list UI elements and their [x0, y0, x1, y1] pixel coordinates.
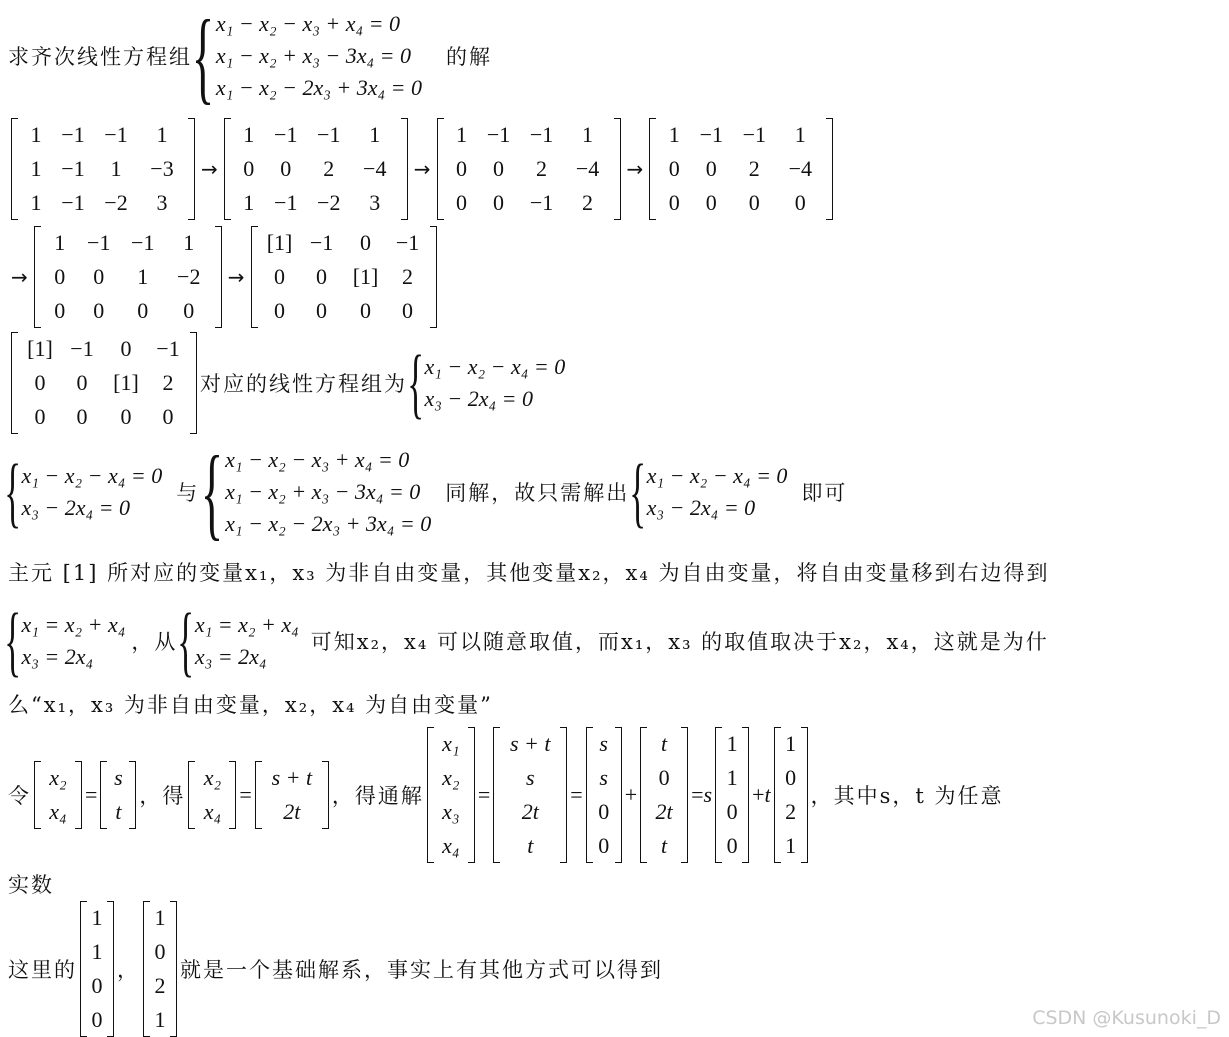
matrix-entry: t: [661, 833, 668, 858]
matrix-entry: 1: [30, 190, 42, 215]
matrix-entry: x₄: [442, 833, 460, 858]
basis-vec-1: [80, 901, 114, 1037]
matrix-entry: 1: [794, 122, 806, 147]
matrix-entry: 1: [30, 156, 42, 181]
row7: 么“x₁，x₃ 为非自由变量，x₂，x₄ 为自由变量”: [8, 693, 493, 717]
matrix-entry: 0: [137, 298, 149, 323]
matrix-entry: 0: [456, 156, 468, 181]
matrix-entry: 0: [456, 190, 468, 215]
matrix-entry: 2: [748, 156, 760, 181]
matrix-entry: 0: [93, 298, 105, 323]
vec-x2x4: [34, 761, 82, 829]
matrix-entry: 0: [76, 404, 88, 429]
matrix-entry: 1: [54, 230, 66, 255]
row8: [8, 730, 1004, 860]
vec-st: [100, 761, 136, 829]
matrix-entry: 1: [369, 122, 381, 147]
matrix-entry: 1: [137, 264, 149, 289]
matrix-entry: x₂: [203, 765, 222, 790]
matrix-entry: −1: [104, 122, 128, 147]
equation: x₃ − 2x₄ = 0: [21, 495, 130, 520]
main-eq-1: x₁ − x₂ − x₃ + x₄ = 0: [215, 11, 400, 36]
row6-system-a: [4, 596, 125, 686]
row4-mid: 同解，故只需解出: [445, 481, 630, 505]
intro-prefix: 求齐次线性方程组: [8, 45, 192, 69]
intro-suffix: 的解: [445, 45, 492, 69]
plus: +: [624, 782, 638, 807]
matrix-entry: −1: [742, 122, 766, 147]
equation: x₃ = 2x₄: [21, 644, 94, 669]
matrix-entry: −4: [363, 156, 387, 181]
equation: x₁ = x₂ + x₄: [21, 612, 126, 637]
arrow-icon: →: [11, 265, 28, 289]
matrix-entry: 0: [726, 799, 738, 824]
matrix-entry: 3: [369, 190, 381, 215]
matrix-entry: 2: [536, 156, 548, 181]
equation: x₁ − x₂ − 2x₃ + 3x₄ = 0: [225, 511, 432, 536]
row8-tail: ，其中s，t 为任意: [810, 784, 1004, 808]
intro-line: [8, 0, 492, 114]
matrix-entry: −2: [177, 264, 201, 289]
vec-x2x4-b: [188, 761, 236, 829]
matrix-entry: x₂: [442, 765, 460, 790]
matrix-entry: −1: [317, 122, 341, 147]
matrix-entry: 0: [402, 298, 414, 323]
vec-basis-2: [774, 727, 808, 863]
row3-text: 对应的线性方程组为: [200, 372, 407, 396]
matrix-entry: 0: [54, 264, 66, 289]
matrix-entry: 0: [243, 156, 255, 181]
scalar-s: s: [703, 782, 713, 807]
matrix-entry: 1: [183, 230, 195, 255]
equation: x₃ − 2x₄ = 0: [424, 386, 533, 411]
main-system: [192, 0, 422, 116]
matrix-entry: 0: [705, 190, 717, 215]
matrix-entry: 3: [156, 190, 168, 215]
matrix-entry: 0: [598, 799, 610, 824]
row10-comma: ，: [117, 958, 140, 982]
matrix-entry: 0: [76, 370, 88, 395]
matrix-entry: 1: [785, 731, 797, 756]
matrix-entry: x₂: [49, 765, 67, 790]
watermark: CSDN @Kusunoki_D: [1032, 1007, 1221, 1029]
brace-icon: {: [191, 0, 215, 114]
matrix-entry: −1: [529, 190, 554, 215]
matrix-entry: x₁: [442, 731, 460, 756]
row6-from: ，从: [131, 630, 178, 654]
matrix-entry: 0: [93, 264, 105, 289]
matrix-entry: 1: [154, 905, 166, 930]
matrix-entry: [1]: [27, 336, 53, 361]
matrix-entry: 1: [243, 122, 255, 147]
matrix-entry: 0: [316, 264, 328, 289]
matrix-entry: 1: [91, 939, 103, 964]
matrix-entry: s: [525, 765, 535, 790]
matrix-entry: 1: [582, 122, 594, 147]
matrix-entry: 1: [156, 122, 168, 147]
matrix-5: [34, 226, 222, 328]
row1-matrices: [8, 118, 836, 220]
main-eq-3: x₁ − x₂ − 2x₃ + 3x₄ = 0: [215, 75, 422, 100]
row5: 主元 [1] 所对应的变量x₁，x₃ 为非自由变量，其他变量x₂，x₄ 为自由变量，将自由变量移到右边得到: [8, 561, 1050, 585]
equation: x₁ = x₂ + x₄: [194, 612, 299, 637]
matrix-2: [224, 118, 408, 220]
matrix-entry: −2: [317, 190, 341, 215]
matrix-entry: 1: [456, 122, 468, 147]
equals: =: [477, 782, 491, 807]
matrix-entry: x₄: [49, 799, 67, 824]
matrix-entry: 0: [316, 298, 328, 323]
equals: =: [691, 782, 704, 807]
matrix-entry: s + t: [271, 765, 313, 790]
matrix-entry: 0: [598, 833, 610, 858]
matrix-entry: 0: [274, 264, 286, 289]
matrix-entry: 0: [726, 833, 738, 858]
matrix-entry: [1]: [266, 230, 293, 255]
matrix-entry: 0: [54, 298, 66, 323]
row10-suffix: 就是一个基础解系，事实上有其他方式可以得到: [180, 958, 663, 982]
matrix-entry: 0: [360, 230, 372, 255]
equals: =: [570, 782, 583, 807]
row8-general: ，得通解: [331, 784, 424, 808]
vec-t: [640, 727, 688, 863]
matrix-entry: 2: [582, 190, 594, 215]
row4-system-b: [199, 433, 431, 552]
matrix-entry: 0: [154, 939, 166, 964]
matrix-entry: 0: [274, 298, 286, 323]
matrix-entry: 0: [91, 973, 103, 998]
main-eq-2: x₁ − x₂ + x₃ − 3x₄ = 0: [215, 43, 411, 68]
row4-system-a: [4, 447, 162, 537]
matrix-entry: 1: [91, 905, 103, 930]
matrix-entry: 0: [360, 298, 372, 323]
arrow-icon: →: [413, 157, 431, 181]
matrix-entry: −1: [486, 122, 511, 147]
row6: [4, 597, 1049, 684]
matrix-entry: 1: [785, 833, 797, 858]
row10-prefix: 这里的: [8, 958, 77, 982]
plus: +: [752, 782, 765, 807]
equation: x₁ − x₂ − x₄ = 0: [646, 463, 788, 488]
row4: [4, 434, 848, 550]
matrix-entry: t: [661, 731, 668, 756]
scalar-t: t: [764, 782, 771, 807]
brace-icon: {: [177, 597, 195, 684]
row2-matrices: [8, 226, 440, 328]
row6-system-b: [177, 596, 298, 686]
matrix-4: [649, 118, 833, 220]
arrow-icon: →: [201, 157, 218, 181]
vec-solution: [493, 727, 567, 863]
matrix-entry: s: [599, 765, 608, 790]
equals: =: [239, 782, 252, 807]
vec-basis-1: [715, 727, 749, 863]
matrix-7: [11, 332, 197, 434]
matrix-entry: 0: [493, 190, 505, 215]
matrix-entry: −1: [70, 336, 94, 361]
matrix-entry: 0: [705, 156, 717, 181]
matrix-entry: −1: [699, 122, 723, 147]
matrix-entry: −2: [104, 190, 128, 215]
vec-s: [586, 727, 622, 863]
equation: x₁ − x₂ + x₃ − 3x₄ = 0: [225, 479, 421, 504]
matrix-entry: 2: [323, 156, 335, 181]
matrix-entry: [1]: [352, 264, 379, 289]
row4-with: 与: [176, 481, 200, 505]
row4-end: 即可: [801, 481, 848, 505]
matrix-entry: −1: [131, 230, 155, 255]
matrix-entry: 1: [726, 765, 738, 790]
vec-spt: [255, 761, 329, 829]
matrix-entry: 1: [668, 122, 680, 147]
matrix-entry: −3: [150, 156, 174, 181]
matrix-entry: −1: [61, 190, 85, 215]
equation: x₁ − x₂ − x₄ = 0: [21, 463, 163, 488]
matrix-entry: s + t: [510, 731, 551, 756]
matrix-entry: x₃: [442, 799, 460, 824]
matrix-entry: −1: [87, 230, 111, 255]
row9: 实数: [8, 873, 54, 897]
matrix-entry: −4: [575, 156, 600, 181]
brace-icon: {: [629, 448, 647, 535]
row3-system: [407, 338, 565, 428]
matrix-entry: 0: [34, 404, 46, 429]
matrix-entry: −1: [309, 230, 334, 255]
equation: x₃ − 2x₄ = 0: [646, 495, 756, 520]
matrix-entry: 0: [748, 190, 760, 215]
matrix-entry: −1: [156, 336, 180, 361]
basis-vec-2: [143, 901, 177, 1037]
matrix-entry: 0: [91, 1007, 103, 1032]
matrix-entry: 0: [280, 156, 292, 181]
matrix-entry: 0: [668, 190, 680, 215]
matrix-entry: s: [114, 765, 123, 790]
matrix-entry: 2: [154, 973, 166, 998]
matrix-entry: 2t: [521, 799, 539, 824]
matrix-entry: 2: [162, 370, 174, 395]
matrix-entry: 1: [243, 190, 255, 215]
matrix-entry: 0: [34, 370, 46, 395]
equation: x₁ − x₂ − x₄ = 0: [424, 354, 566, 379]
matrix-entry: −1: [529, 122, 554, 147]
row8-let: 令: [8, 784, 31, 808]
row10: [8, 904, 663, 1034]
brace-icon: {: [200, 434, 224, 550]
vec-x: [427, 727, 475, 863]
matrix-entry: x₄: [203, 799, 222, 824]
matrix-entry: 1: [154, 1007, 166, 1032]
equation: x₃ = 2x₄: [194, 644, 267, 669]
equation: x₁ − x₂ − x₃ + x₄ = 0: [225, 447, 410, 472]
matrix-entry: [1]: [113, 370, 139, 395]
matrix-entry: 2t: [283, 799, 301, 824]
matrix-entry: 2t: [655, 799, 673, 824]
matrix-3: [437, 118, 621, 220]
row4-system-c: [629, 447, 787, 537]
matrix-entry: −1: [274, 190, 298, 215]
brace-icon: {: [4, 448, 22, 535]
matrix-entry: 0: [785, 765, 797, 790]
matrix-entry: t: [115, 799, 122, 824]
matrix-entry: −4: [788, 156, 812, 181]
row3: [8, 332, 565, 434]
brace-icon: {: [407, 339, 425, 426]
matrix-entry: 0: [183, 298, 195, 323]
matrix-entry: 0: [794, 190, 806, 215]
matrix-6: [251, 226, 437, 328]
matrix-1: [11, 118, 195, 220]
arrow-icon: →: [626, 157, 644, 181]
matrix-entry: s: [599, 731, 608, 756]
matrix-entry: 2: [785, 799, 797, 824]
matrix-entry: 0: [162, 404, 174, 429]
brace-icon: {: [4, 597, 22, 684]
matrix-entry: 1: [30, 122, 42, 147]
matrix-entry: 1: [726, 731, 738, 756]
matrix-entry: 1: [110, 156, 122, 181]
equals: =: [85, 782, 98, 807]
matrix-entry: 0: [658, 765, 670, 790]
row8-get: ，得: [139, 784, 186, 808]
matrix-entry: 0: [668, 156, 680, 181]
matrix-entry: 0: [120, 404, 132, 429]
matrix-entry: −1: [61, 122, 85, 147]
matrix-entry: 2: [402, 264, 414, 289]
matrix-entry: 0: [493, 156, 505, 181]
matrix-entry: −1: [395, 230, 420, 255]
matrix-entry: 0: [120, 336, 132, 361]
matrix-entry: −1: [61, 156, 85, 181]
matrix-entry: t: [527, 833, 534, 858]
row6-text: 可知x₂，x₄ 可以随意取值，而x₁，x₃ 的取值取决于x₂，x₄，这就是为什: [310, 630, 1049, 654]
matrix-entry: −1: [274, 122, 298, 147]
arrow-icon: →: [227, 265, 245, 289]
